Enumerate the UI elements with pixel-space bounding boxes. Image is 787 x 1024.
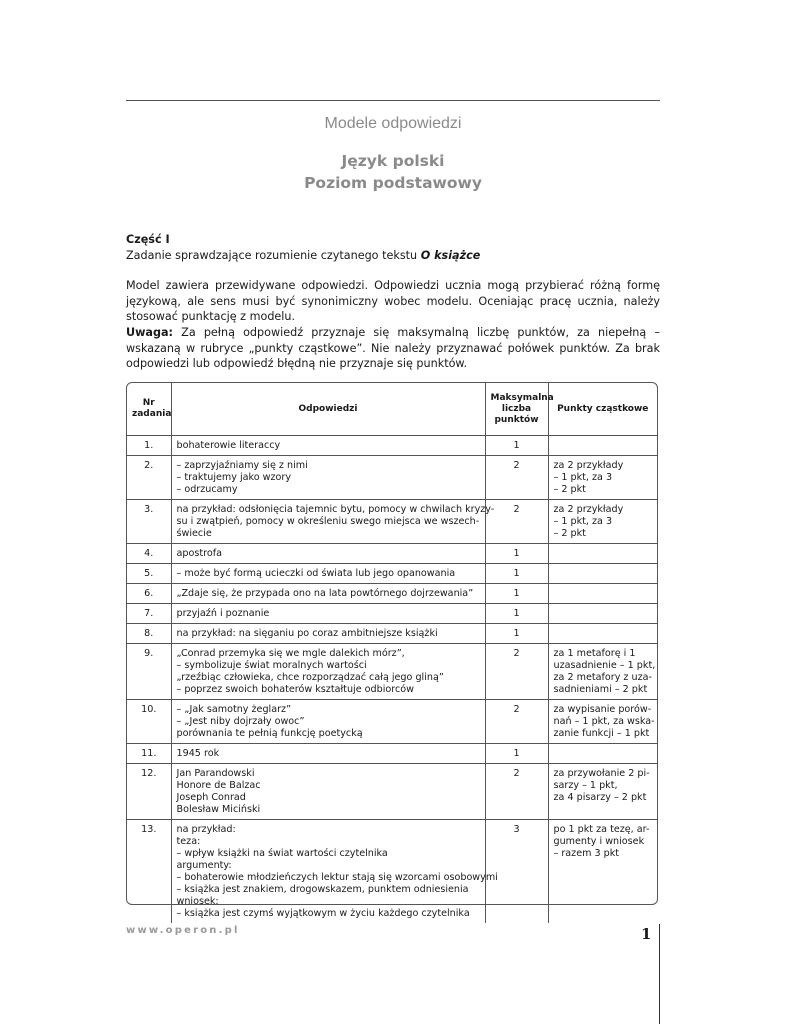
answer-table <box>126 382 658 919</box>
note-label: Uwaga: <box>126 325 174 339</box>
answer-cell <box>171 563 485 583</box>
answer-cell <box>171 623 485 643</box>
partial-points <box>548 435 657 455</box>
answer-cell <box>171 455 485 499</box>
partial-line: za wypisanie porów- <box>553 703 652 715</box>
task-number: 11. <box>127 743 171 763</box>
answer-line: – wpływ książki na świat wartości czytelnika <box>176 847 388 859</box>
answer-line: teza: <box>176 835 201 847</box>
table-row <box>127 643 657 699</box>
partial-points <box>548 623 657 643</box>
max-points: 2 <box>485 763 548 819</box>
task-line <box>126 248 660 264</box>
task-number: 13. <box>127 819 171 923</box>
partial-line: sarzy – 1 pkt, <box>553 779 618 791</box>
partial-line: gumenty i wniosek <box>553 835 645 847</box>
max-points: 1 <box>485 543 548 563</box>
answer-line: Joseph Conrad <box>176 791 246 803</box>
table-row <box>127 435 657 455</box>
table-row <box>127 543 657 563</box>
answer-line: bohaterowie literaccy <box>176 439 281 451</box>
page-number: 1 <box>641 925 652 943</box>
partial-line: za przywołanie 2 pi- <box>553 767 650 779</box>
partial-line: – razem 3 pkt <box>553 847 620 859</box>
table-row <box>127 455 657 499</box>
answer-line: na przykład: odsłonięcia tajemnic bytu, pomocy w chwilach kryzy- <box>176 503 495 515</box>
partial-points <box>548 603 657 623</box>
note-text: Za pełną odpowiedź przyznaje się maksymalną liczbę punktów, za niepełną – wskazaną w rubryce „punkty cząstkowe”. Nie należy przyznawać połówek punktów. Za brak odpowiedzi lub odpowiedź błędną nie przyznaje się punktów. <box>126 325 660 371</box>
table-row <box>127 743 657 763</box>
answer-line: 1945 rok <box>176 747 220 759</box>
table-row <box>127 603 657 623</box>
max-points: 1 <box>485 603 548 623</box>
note-paragraph <box>126 325 660 372</box>
answer-cell <box>171 583 485 603</box>
task-title: O książce <box>420 248 481 262</box>
partial-line: zanie funkcji – 1 pkt <box>553 727 650 739</box>
header-max: Maksymalna liczba punktów <box>485 383 548 435</box>
part-title: Część I <box>126 233 170 246</box>
answer-line: przyjaźń i poznanie <box>176 607 270 619</box>
answer-cell <box>171 499 495 543</box>
answer-line: – „Jest niby dojrzały owoc” <box>176 715 305 727</box>
answer-line: apostrofa <box>176 547 222 559</box>
partial-points <box>548 563 657 583</box>
table-row <box>127 563 657 583</box>
answer-line: – „Jak samotny żeglarz” <box>176 703 292 715</box>
max-points: 1 <box>485 623 548 643</box>
partial-points <box>548 643 657 699</box>
model-text: Model zawiera przewidywane odpowiedzi. Odpowiedzi ucznia mogą przybierać różną formę językową, ale sens musi być synonimiczny wobec modelu. Oceniając pracę ucznia, należy stosować punktację z modelu. <box>126 279 660 324</box>
max-points: 1 <box>485 583 548 603</box>
answer-line: „rzeźbiąc człowieka, chce rozporządzać całą jego gliną” <box>176 671 444 683</box>
partial-points <box>548 699 657 743</box>
intro-block <box>126 232 660 372</box>
answer-line: – poprzez swoich bohaterów kształtuje odbiorców <box>176 683 414 695</box>
task-number: 5. <box>127 563 171 583</box>
partial-line: nań – 1 pkt, za wska- <box>553 715 655 727</box>
answer-line: Bolesław Miciński <box>176 803 261 815</box>
answer-line: – bohaterowie młodzieńczych lektur stają się wzorcami osobowymi <box>176 871 498 883</box>
partial-line: uzasadnienie – 1 pkt, <box>553 659 656 671</box>
partial-line: – 1 pkt, za 3 <box>553 471 613 483</box>
max-points: 1 <box>485 563 548 583</box>
max-points: 2 <box>485 699 548 743</box>
subject-title <box>126 150 660 194</box>
partial-points <box>548 499 657 543</box>
partial-line: za 4 pisarzy – 2 pkt <box>553 791 647 803</box>
task-prefix: Zadanie sprawdzające rozumienie czytanego tekstu <box>126 248 421 262</box>
answer-line: „Zdaje się, że przypada ono na lata powtórnego dojrzewania” <box>176 587 474 599</box>
partial-points <box>548 455 657 499</box>
task-number: 10. <box>127 699 171 743</box>
answer-line: – symbolizuje świat moralnych wartości <box>176 659 367 671</box>
answer-line: su i zwątpień, pomocy w określeniu swego miejsca we wszech- <box>176 515 480 527</box>
partial-line: za 1 metaforę i 1 <box>553 647 636 659</box>
answer-line: wniosek: <box>176 895 219 907</box>
answer-cell <box>171 603 485 623</box>
task-number: 8. <box>127 623 171 643</box>
partial-line: za 2 metafory z uza- <box>553 671 652 683</box>
answer-cell <box>171 699 485 743</box>
task-number: 1. <box>127 435 171 455</box>
partial-points <box>548 819 657 923</box>
task-number: 6. <box>127 583 171 603</box>
level-line: Poziom podstawowy <box>304 174 482 192</box>
partial-points <box>548 583 657 603</box>
header-partial: Punkty cząstkowe <box>548 383 657 435</box>
answer-line: „Conrad przemyka się we mgle dalekich mórz”, <box>176 647 405 659</box>
footer-url: www.operon.pl <box>126 925 240 936</box>
header-nr: Nr zadania <box>127 383 171 435</box>
answer-line: świecie <box>176 527 212 539</box>
task-number: 3. <box>127 499 171 543</box>
task-number: 12. <box>127 763 171 819</box>
answer-line: Jan Parandowski <box>176 767 255 779</box>
partial-line: sadnieniami – 2 pkt <box>553 683 648 695</box>
answer-cell <box>171 643 485 699</box>
partial-line: za 2 przykłady <box>553 459 624 471</box>
partial-points <box>548 763 657 819</box>
answer-cell <box>171 435 485 455</box>
answer-line: na przykład: na sięganiu po coraz ambitniejsze książki <box>176 627 438 639</box>
partial-points <box>548 543 657 563</box>
table-row <box>127 699 657 743</box>
answer-line: porównania te pełnią funkcję poetycką <box>176 727 363 739</box>
answer-line: na przykład: <box>176 823 236 835</box>
answer-line: – traktujemy jako wzory <box>176 471 292 483</box>
table-header-row <box>127 383 657 435</box>
max-points: 2 <box>485 499 548 543</box>
answer-cell <box>171 819 498 923</box>
table-row <box>127 583 657 603</box>
partial-line: po 1 pkt za tezę, ar- <box>553 823 650 835</box>
footer-divider <box>659 924 660 1024</box>
max-points: 2 <box>485 643 548 699</box>
partial-line: – 2 pkt <box>553 527 586 539</box>
max-points: 3 <box>485 819 548 923</box>
task-number: 4. <box>127 543 171 563</box>
answer-cell <box>171 743 485 763</box>
table-row <box>127 819 657 923</box>
partial-line: – 1 pkt, za 3 <box>553 515 613 527</box>
table-row <box>127 763 657 819</box>
answer-cell <box>171 543 485 563</box>
max-points: 1 <box>485 435 548 455</box>
task-number: 2. <box>127 455 171 499</box>
table-row <box>127 623 657 643</box>
answer-line: – książka jest czymś wyjątkowym w życiu każdego czytelnika <box>176 907 470 919</box>
task-number: 9. <box>127 643 171 699</box>
header-answers: Odpowiedzi <box>171 383 485 435</box>
top-divider <box>126 100 660 101</box>
max-points: 2 <box>485 455 548 499</box>
answer-cell <box>171 763 485 819</box>
task-number: 7. <box>127 603 171 623</box>
answer-line: – zaprzyjaźniamy się z nimi <box>176 459 308 471</box>
subject-line: Język polski <box>341 152 445 170</box>
partial-line: – 2 pkt <box>553 483 586 495</box>
partial-points <box>548 743 657 763</box>
answer-line: – odrzucamy <box>176 483 238 495</box>
table-row <box>127 499 657 543</box>
partial-line: za 2 przykłady <box>553 503 624 515</box>
answer-line: – może być formą ucieczki od świata lub jego opanowania <box>176 567 456 579</box>
max-points: 1 <box>485 743 548 763</box>
answer-line: argumenty: <box>176 859 232 871</box>
answer-line: – książka jest znakiem, drogowskazem, punktem odniesienia <box>176 883 469 895</box>
answer-line: Honore de Balzac <box>176 779 261 791</box>
section-label: Modele odpowiedzi <box>324 115 462 132</box>
